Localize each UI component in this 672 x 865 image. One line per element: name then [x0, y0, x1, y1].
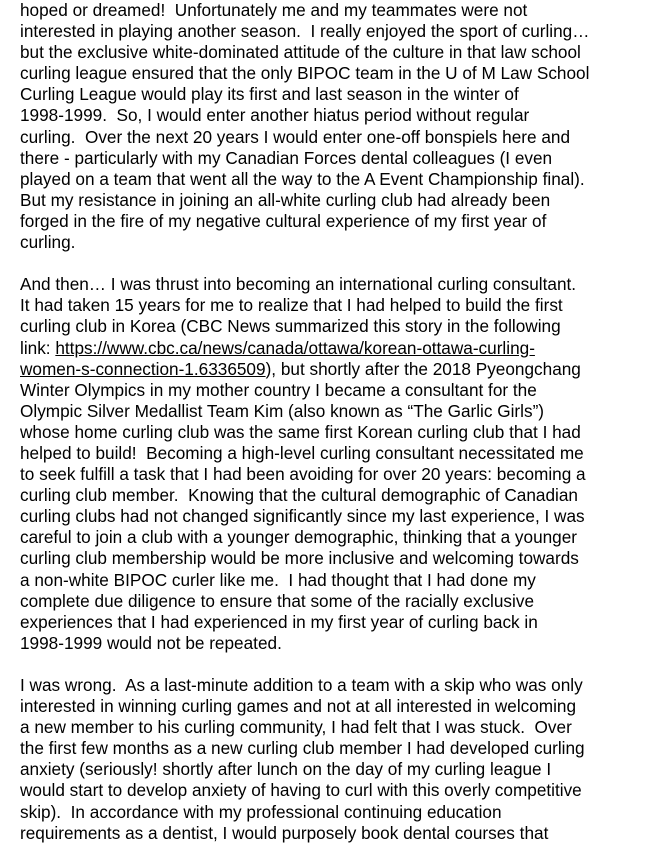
- text-line: And then… I was thrust into becoming an international curling consultant.: [20, 274, 577, 295]
- text-line: I was wrong. As a last-minute addition to a team with a skip who was only: [20, 675, 583, 695]
- paragraph-1: [20, 0, 660, 253]
- text-line: Olympic Silver Medallist Team Kim (also known as “The Garlic Girls”): [20, 400, 545, 421]
- text-line: a new member to his curling community, I had felt that I was stuck. Over: [20, 717, 572, 738]
- text-line: the first few months as a new curling club member I had developed curling: [20, 738, 585, 759]
- text-line: there - particularly with my Canadian Forces dental colleagues (I even: [20, 147, 553, 168]
- text-line: played on a team that went all the way to the A Event Championship final).: [20, 168, 585, 189]
- text-line: curling league ensured that the only BIPOC team in the U of M Law School: [20, 63, 590, 84]
- text-line: whose home curling club was the same first Korean curling club that I had: [20, 421, 581, 442]
- text-line: curling clubs had not changed significantly since my last experience, I was: [20, 506, 585, 527]
- text-line: curling club member. Knowing that the cultural demographic of Canadian: [20, 485, 578, 506]
- text-line-with-link: [20, 359, 660, 380]
- text-line: hoped or dreamed! Unfortunately me and my teammates were not: [20, 0, 528, 20]
- cbc-news-link[interactable]: https://www.cbc.ca/news/canada/ottawa/korean-ottawa-curling-: [55, 337, 535, 358]
- text-line: interested in winning curling games and not at all interested in welcoming: [20, 696, 577, 717]
- text-line: requirements as a dentist, I would purposely book dental courses that: [20, 822, 549, 843]
- text-line: but the exclusive white-dominated attitude of the culture in that law school: [20, 42, 581, 63]
- text-line: But my resistance in joining an all-white curling club had already been: [20, 189, 551, 210]
- text-line: forged in the fire of my negative cultural experience of my first year of: [20, 210, 547, 231]
- text-line: curling club membership would be more inclusive and welcoming towards: [20, 548, 579, 569]
- text-line: interested in playing another season. I really enjoyed the sport of curling…: [20, 21, 590, 42]
- text-line: It had taken 15 years for me to realize that I had helped to build the first: [20, 295, 563, 316]
- paragraph-3: [20, 675, 660, 844]
- text-line: skip). In accordance with my professional continuing education: [20, 801, 502, 822]
- text-line: complete due diligence to ensure that some of the racially exclusive: [20, 590, 534, 611]
- text-line: curling.: [20, 232, 76, 253]
- text-line: helped to build! Becoming a high-level curling consultant necessitated me: [20, 442, 584, 463]
- text-fragment: ), but shortly after the 2018 Pyeongchang: [265, 358, 581, 379]
- text-line: to seek fulfill a task that I had been avoiding for over 20 years: becoming a: [20, 464, 586, 485]
- text-line: a non-white BIPOC curler like me. I had thought that I had done my: [20, 569, 536, 590]
- cbc-news-link-continued[interactable]: women-s-connection-1.6336509: [20, 358, 266, 379]
- document-body: [20, 0, 660, 865]
- text-line: 1998-1999 would not be repeated.: [20, 632, 282, 653]
- text-line: experiences that I had experienced in my first year of curling back in: [20, 611, 538, 632]
- text-line: curling club in Korea (CBC News summarized this story in the following: [20, 316, 561, 337]
- text-line: would start to develop anxiety of having to curl with this overly competitive: [20, 780, 582, 801]
- text-line: careful to join a club with a younger demographic, thinking that a younger: [20, 527, 578, 548]
- text-line: curling. Over the next 20 years I would enter one-off bonspiels here and: [20, 126, 571, 147]
- text-line: 1998-1999. So, I would enter another hiatus period without regular: [20, 105, 530, 126]
- text-line: anxiety (seriously! shortly after lunch on the day of my curling league I: [20, 759, 552, 780]
- text-line: Curling League would play its first and last season in the winter of: [20, 84, 519, 105]
- text-line: Winter Olympics in my mother country I became a consultant for the: [20, 379, 537, 400]
- text-fragment: link:: [20, 337, 56, 358]
- text-line-with-link: [20, 338, 660, 359]
- paragraph-2: [20, 274, 660, 654]
